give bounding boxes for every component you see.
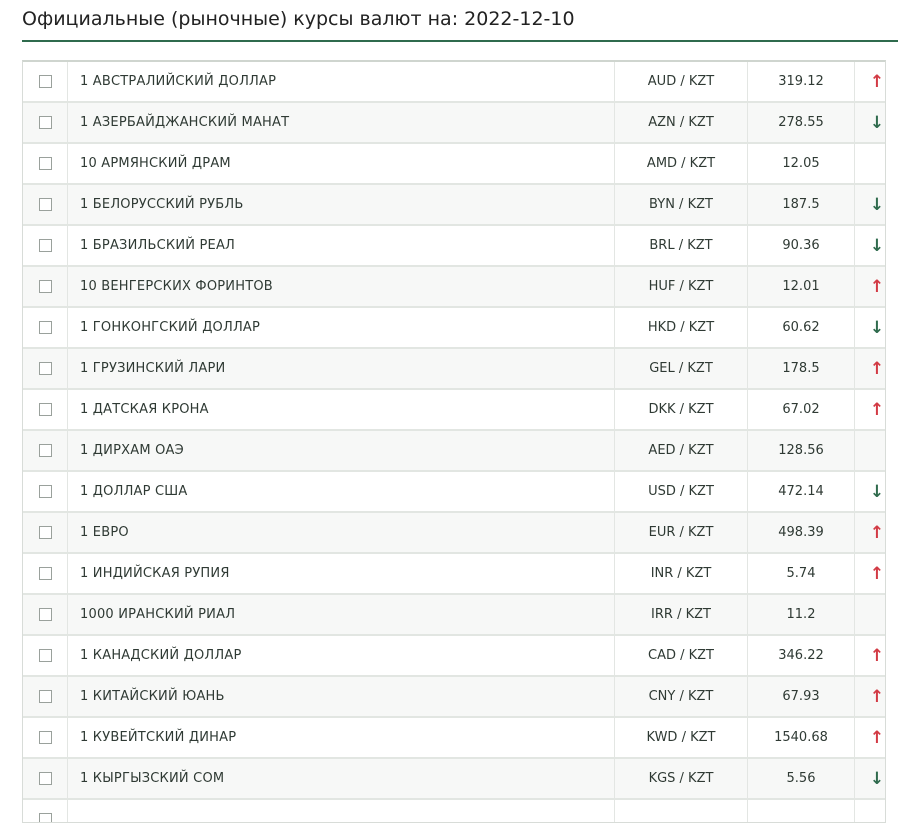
trend-cell bbox=[855, 225, 887, 266]
row-checkbox[interactable] bbox=[39, 157, 52, 170]
row-checkbox[interactable] bbox=[39, 731, 52, 744]
row-checkbox-cell bbox=[23, 348, 68, 389]
row-checkbox[interactable] bbox=[39, 526, 52, 539]
row-checkbox[interactable] bbox=[39, 485, 52, 498]
trend-cell bbox=[855, 676, 887, 717]
currency-pair-code: HUF / KZT bbox=[615, 266, 748, 307]
arrow-up-icon: ↑ bbox=[869, 358, 885, 379]
row-checkbox-cell bbox=[23, 717, 68, 758]
currency-pair-code: HKD / KZT bbox=[615, 307, 748, 348]
table-row bbox=[23, 758, 886, 799]
trend-cell bbox=[855, 143, 887, 184]
currency-pair-code: GEL / KZT bbox=[615, 348, 748, 389]
exchange-rate: 12.01 bbox=[748, 266, 855, 307]
currency-name: 1 ЕВРО bbox=[68, 512, 615, 553]
exchange-rate: 60.62 bbox=[748, 307, 855, 348]
row-checkbox-cell bbox=[23, 143, 68, 184]
exchange-rate bbox=[748, 799, 855, 823]
row-checkbox[interactable] bbox=[39, 649, 52, 662]
currency-pair-code bbox=[615, 799, 748, 823]
currency-name: 1 КИТАЙСКИЙ ЮАНЬ bbox=[68, 676, 615, 717]
arrow-down-icon: ↓ bbox=[869, 194, 885, 215]
table-row bbox=[23, 143, 886, 184]
rates-table-body bbox=[23, 62, 886, 823]
row-checkbox-cell bbox=[23, 635, 68, 676]
currency-name: 1 АЗЕРБАЙДЖАНСКИЙ МАНАТ bbox=[68, 102, 615, 143]
currency-name: 1 ДАТСКАЯ КРОНА bbox=[68, 389, 615, 430]
table-row bbox=[23, 430, 886, 471]
currency-name: 1 ГОНКОНГСКИЙ ДОЛЛАР bbox=[68, 307, 615, 348]
currency-pair-code: AUD / KZT bbox=[615, 62, 748, 102]
exchange-rate: 187.5 bbox=[748, 184, 855, 225]
exchange-rate: 472.14 bbox=[748, 471, 855, 512]
currency-name: 1 КАНАДСКИЙ ДОЛЛАР bbox=[68, 635, 615, 676]
row-checkbox[interactable] bbox=[39, 280, 52, 293]
row-checkbox[interactable] bbox=[39, 239, 52, 252]
exchange-rate: 67.02 bbox=[748, 389, 855, 430]
title-divider bbox=[22, 40, 898, 42]
currency-pair-code: KGS / KZT bbox=[615, 758, 748, 799]
arrow-down-icon: ↓ bbox=[869, 112, 885, 133]
currency-pair-code: DKK / KZT bbox=[615, 389, 748, 430]
row-checkbox-cell bbox=[23, 430, 68, 471]
table-row bbox=[23, 717, 886, 758]
row-checkbox-cell bbox=[23, 471, 68, 512]
arrow-up-icon: ↑ bbox=[869, 563, 885, 584]
row-checkbox-cell bbox=[23, 676, 68, 717]
currency-name: 1 БРАЗИЛЬСКИЙ РЕАЛ bbox=[68, 225, 615, 266]
exchange-rate: 12.05 bbox=[748, 143, 855, 184]
arrow-down-icon: ↓ bbox=[869, 317, 885, 338]
currency-pair-code: CNY / KZT bbox=[615, 676, 748, 717]
row-checkbox[interactable] bbox=[39, 362, 52, 375]
exchange-rate: 128.56 bbox=[748, 430, 855, 471]
table-row bbox=[23, 594, 886, 635]
currency-name: 1 ГРУЗИНСКИЙ ЛАРИ bbox=[68, 348, 615, 389]
row-checkbox-cell bbox=[23, 266, 68, 307]
currency-pair-code: IRR / KZT bbox=[615, 594, 748, 635]
currency-pair-code: AED / KZT bbox=[615, 430, 748, 471]
trend-cell bbox=[855, 758, 887, 799]
currency-name: 1 ИНДИЙСКАЯ РУПИЯ bbox=[68, 553, 615, 594]
currency-pair-code: USD / KZT bbox=[615, 471, 748, 512]
arrow-down-icon: ↓ bbox=[869, 235, 885, 256]
exchange-rate: 346.22 bbox=[748, 635, 855, 676]
currency-name bbox=[68, 799, 615, 823]
table-row bbox=[23, 225, 886, 266]
row-checkbox[interactable] bbox=[39, 567, 52, 580]
row-checkbox-cell bbox=[23, 102, 68, 143]
row-checkbox[interactable] bbox=[39, 403, 52, 416]
exchange-rate: 1540.68 bbox=[748, 717, 855, 758]
rates-table bbox=[22, 60, 886, 823]
table-row bbox=[23, 512, 886, 553]
exchange-rate: 5.74 bbox=[748, 553, 855, 594]
currency-name: 1 АВСТРАЛИЙСКИЙ ДОЛЛАР bbox=[68, 62, 615, 102]
arrow-up-icon: ↑ bbox=[869, 645, 885, 666]
trend-cell bbox=[855, 553, 887, 594]
trend-cell bbox=[855, 102, 887, 143]
row-checkbox[interactable] bbox=[39, 608, 52, 621]
currency-pair-code: CAD / KZT bbox=[615, 635, 748, 676]
table-row bbox=[23, 799, 886, 823]
table-row bbox=[23, 266, 886, 307]
arrow-up-icon: ↑ bbox=[869, 686, 885, 707]
exchange-rate: 5.56 bbox=[748, 758, 855, 799]
arrow-up-icon: ↑ bbox=[869, 276, 885, 297]
table-row bbox=[23, 471, 886, 512]
row-checkbox-cell bbox=[23, 225, 68, 266]
trend-cell bbox=[855, 266, 887, 307]
row-checkbox[interactable] bbox=[39, 444, 52, 457]
trend-cell bbox=[855, 799, 887, 823]
trend-cell bbox=[855, 717, 887, 758]
row-checkbox-cell bbox=[23, 62, 68, 102]
row-checkbox-cell bbox=[23, 594, 68, 635]
trend-cell bbox=[855, 348, 887, 389]
table-row bbox=[23, 307, 886, 348]
arrow-down-icon: ↓ bbox=[869, 481, 885, 502]
trend-cell bbox=[855, 389, 887, 430]
row-checkbox[interactable] bbox=[39, 116, 52, 129]
arrow-up-icon: ↑ bbox=[869, 727, 885, 748]
currency-pair-code: BYN / KZT bbox=[615, 184, 748, 225]
currency-name: 10 АРМЯНСКИЙ ДРАМ bbox=[68, 143, 615, 184]
table-row bbox=[23, 184, 886, 225]
exchange-rate: 11.2 bbox=[748, 594, 855, 635]
table-row bbox=[23, 62, 886, 102]
trend-cell bbox=[855, 184, 887, 225]
currency-pair-code: AZN / KZT bbox=[615, 102, 748, 143]
trend-cell bbox=[855, 307, 887, 348]
row-checkbox[interactable] bbox=[39, 813, 52, 823]
currency-pair-code: AMD / KZT bbox=[615, 143, 748, 184]
arrow-down-icon: ↓ bbox=[869, 768, 885, 789]
table-row bbox=[23, 348, 886, 389]
trend-cell bbox=[855, 62, 887, 102]
exchange-rate: 319.12 bbox=[748, 62, 855, 102]
row-checkbox-cell bbox=[23, 799, 68, 823]
currency-pair-code: INR / KZT bbox=[615, 553, 748, 594]
table-row bbox=[23, 635, 886, 676]
table-row bbox=[23, 676, 886, 717]
trend-cell bbox=[855, 635, 887, 676]
row-checkbox[interactable] bbox=[39, 198, 52, 211]
exchange-rate: 498.39 bbox=[748, 512, 855, 553]
page-title: Официальные (рыночные) курсы валют на: 2022-12-10 bbox=[22, 8, 575, 30]
exchange-rate: 178.5 bbox=[748, 348, 855, 389]
exchange-rate: 278.55 bbox=[748, 102, 855, 143]
trend-cell bbox=[855, 471, 887, 512]
currency-name: 1000 ИРАНСКИЙ РИАЛ bbox=[68, 594, 615, 635]
row-checkbox-cell bbox=[23, 512, 68, 553]
row-checkbox-cell bbox=[23, 184, 68, 225]
row-checkbox[interactable] bbox=[39, 75, 52, 88]
currency-name: 1 ДОЛЛАР США bbox=[68, 471, 615, 512]
arrow-up-icon: ↑ bbox=[869, 522, 885, 543]
currency-pair-code: BRL / KZT bbox=[615, 225, 748, 266]
currency-name: 1 КЫРГЫЗСКИЙ СОМ bbox=[68, 758, 615, 799]
currency-name: 1 ДИРХАМ ОАЭ bbox=[68, 430, 615, 471]
row-checkbox[interactable] bbox=[39, 321, 52, 334]
row-checkbox[interactable] bbox=[39, 690, 52, 703]
trend-cell bbox=[855, 594, 887, 635]
currency-name: 10 ВЕНГЕРСКИХ ФОРИНТОВ bbox=[68, 266, 615, 307]
table-row bbox=[23, 102, 886, 143]
table-row bbox=[23, 553, 886, 594]
exchange-rate: 90.36 bbox=[748, 225, 855, 266]
arrow-up-icon: ↑ bbox=[869, 71, 885, 92]
currency-pair-code: EUR / KZT bbox=[615, 512, 748, 553]
currency-name: 1 КУВЕЙТСКИЙ ДИНАР bbox=[68, 717, 615, 758]
row-checkbox-cell bbox=[23, 553, 68, 594]
table-row bbox=[23, 389, 886, 430]
row-checkbox[interactable] bbox=[39, 772, 52, 785]
trend-cell bbox=[855, 430, 887, 471]
exchange-rate: 67.93 bbox=[748, 676, 855, 717]
row-checkbox-cell bbox=[23, 758, 68, 799]
currency-pair-code: KWD / KZT bbox=[615, 717, 748, 758]
row-checkbox-cell bbox=[23, 307, 68, 348]
arrow-up-icon: ↑ bbox=[869, 399, 885, 420]
trend-cell bbox=[855, 512, 887, 553]
row-checkbox-cell bbox=[23, 389, 68, 430]
currency-name: 1 БЕЛОРУССКИЙ РУБЛЬ bbox=[68, 184, 615, 225]
